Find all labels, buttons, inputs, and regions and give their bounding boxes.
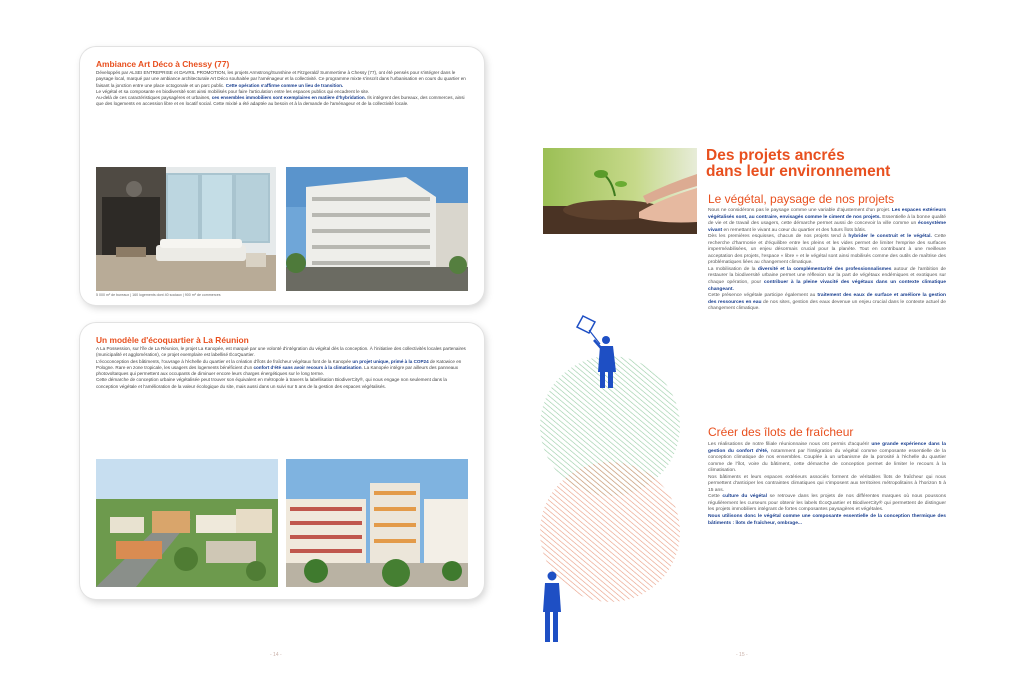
card-text: Développés par ALSEI ENTREPRISE et DAVRIL PROMOTION, les projets Armstrong/Sunshine et Fitzgerald/ Summertime à Chessy (77), ont été pensés pour s'intégrer dans le paysage local, marqué par une ambiance architecturale Art Déco souhaitée par l'aménageur et la collectivité. Ce programme mixte s'inscrit dans l'urbanisation en cours du quartier en faisant la jonction entre une place octogonale et un parc public. Cette opération s'affirme comme un lieu de transition. Le végétal et sa composante en biodiversité sont ainsi mobilisés pour faire l'articulation entre les espaces publics qui encadrent le site. Au-delà de ces caractéristiques paysagères et urbaines, ces ensembles immobiliers sont exemplaires en matière d'hybridation. Ils intègrent des bureaux, des commerces, ainsi que des logements en accession libre et en locatif social. Cette mixité a été adaptée au besoin et à la demande de l'aménageur et de la collectivité locale.	[96, 70, 466, 107]
page-number-left: - 14 -	[270, 652, 282, 658]
photo-hands-seedling	[543, 148, 697, 234]
card-ecoquartier-reunion	[80, 323, 484, 599]
section-title-ilots: Créer des îlots de fraîcheur	[708, 425, 854, 439]
photo-kanopee-buildings	[286, 459, 468, 587]
photo-interior	[96, 167, 276, 291]
page-number-right: - 15 -	[736, 652, 748, 658]
card-art-deco-chessy	[80, 47, 484, 305]
decorative-illustration	[540, 300, 690, 650]
photo-caption: 5 000 m² de bureaux | 160 logements dont 40 sociaux | 900 m² de commerces	[96, 293, 221, 297]
photo-building-chessy	[286, 167, 468, 291]
photo-aerial-ecoquartier	[96, 459, 278, 587]
page-title: Des projets ancrés dans leur environnement	[706, 147, 891, 180]
card-text: A La Possession, sur l'île de La Réunion, le projet La Kanopée, est marqué par une volonté d'intégration du végétal dès la conception. À l'initiative des collectivités locales partenaires (municipalité et agglomération), ce projet exemplaire est labellisé ÉcoQuartier. L'écoconception des bâtiments, l'ouvrage à l'échelle du quartier et la création d'îlots de fraîcheur végétaux font de la Kanopée un projet unique, primé à la COP24 de Katowice en Pologne. Rare en zone tropicale, les usagers des logements bénéficient d'un confort d'été sans avoir recours à la climatisation. La Kanopée intègre par ailleurs des panneaux photovoltaïques qui permettent aux occupants de diminuer encore leurs charges énergétiques sur le long terme. Cette démarche de conception urbaine végétalisée peut trouver son équivalent en métropole à travers la labellisation BiodiverCity®, qui nous engage non seulement dans la conception végétale et l'amélioration de la valeur écologique du site, mais aussi dans un suivi sur 5 ans de la gestion des espaces végétalisés.	[96, 346, 466, 389]
section-title-vegetal: Le végétal, paysage de nos projets	[708, 192, 895, 206]
card-title: Un modèle d'écoquartier à La Réunion	[96, 335, 249, 345]
card-title: Ambiance Art Déco à Chessy (77)	[96, 59, 230, 69]
section-text-vegetal: Nous ne considérons pas le paysage comme une variable d'ajustement d'un projet. Les espaces extérieurs végétalisés sont, au contraire, envisagés comme le ciment de nos projets. Essentielle à la bonne qualité de vie et de travail des usagers, cette démarche permet aussi de concevoir la ville comme un écosystème vivant en remettant le vivant au cœur du quartier et des futurs îlots bâtis. Dès les premières esquisses, chacun de nos projets tend à hybrider le construit et le végétal. Cette recherche d'harmonie et d'équilibre entre les pleins et les vides permet de limiter l'emprise des surfaces imperméabilisées, un enjeu désormais crucial pour la planète. Tout en contribuant à une meilleure acceptation des projets, l'espace « libre » et le végétal sont ainsi mobilisés comme des outils de maîtrise des problématiques liées au changement climatique. La mobilisation de la diversité et la complémentarité des professionnalismes autour de l'ambition de restaurer la biodiversité urbaine permet une réflexion sur la part de végétaux endémiques et exotiques sur chaque opération, pour contribuer à la pleine vivacité des végétaux dans un contexte climatique changeant. Cette présence végétale participe également au traitement des eaux de surface et améliore la gestion des ressources en eau de nos sites, gestion des eaux devenue un enjeu crucial dans le contexte actuel de changement climatique.	[708, 208, 947, 312]
section-text-ilots: Les réalisations de notre filiale réunionnaise nous ont permis d'acquérir une grande expérience dans la gestion du confort d'été, notamment par l'intégration du végétal comme composante essentielle de la conception climatique de nos ensembles. Couplée à un urbanisme de la porosité à l'échelle du quartier comme de l'îlot, voire du bâtiment, cette démarche de conception permet de limiter le recours à la climatisation. Nos bâtiments et leurs espaces extérieurs associés forment de véritables îlots de fraîcheur qui nous permettent d'anticiper les contraintes climatiques qui s'imposent aux territoires métropolitains à l'horizon 5 à 15 ans. Cette culture du végétal se retrouve dans les projets de nos différentes marques où nous poussons régulièrement les curseurs pour obtenir les labels ÉcoQuartier et BiodiverCity® qui permettent de distinguer les projets immobiliers intégrant de fortes composantes paysagères et végétales. Nous utilisons donc le végétal comme une composante essentielle de la conception thermique des bâtiments : îlots de fraîcheur, ombrage...	[708, 442, 947, 526]
standing-figure-icon	[543, 572, 561, 643]
